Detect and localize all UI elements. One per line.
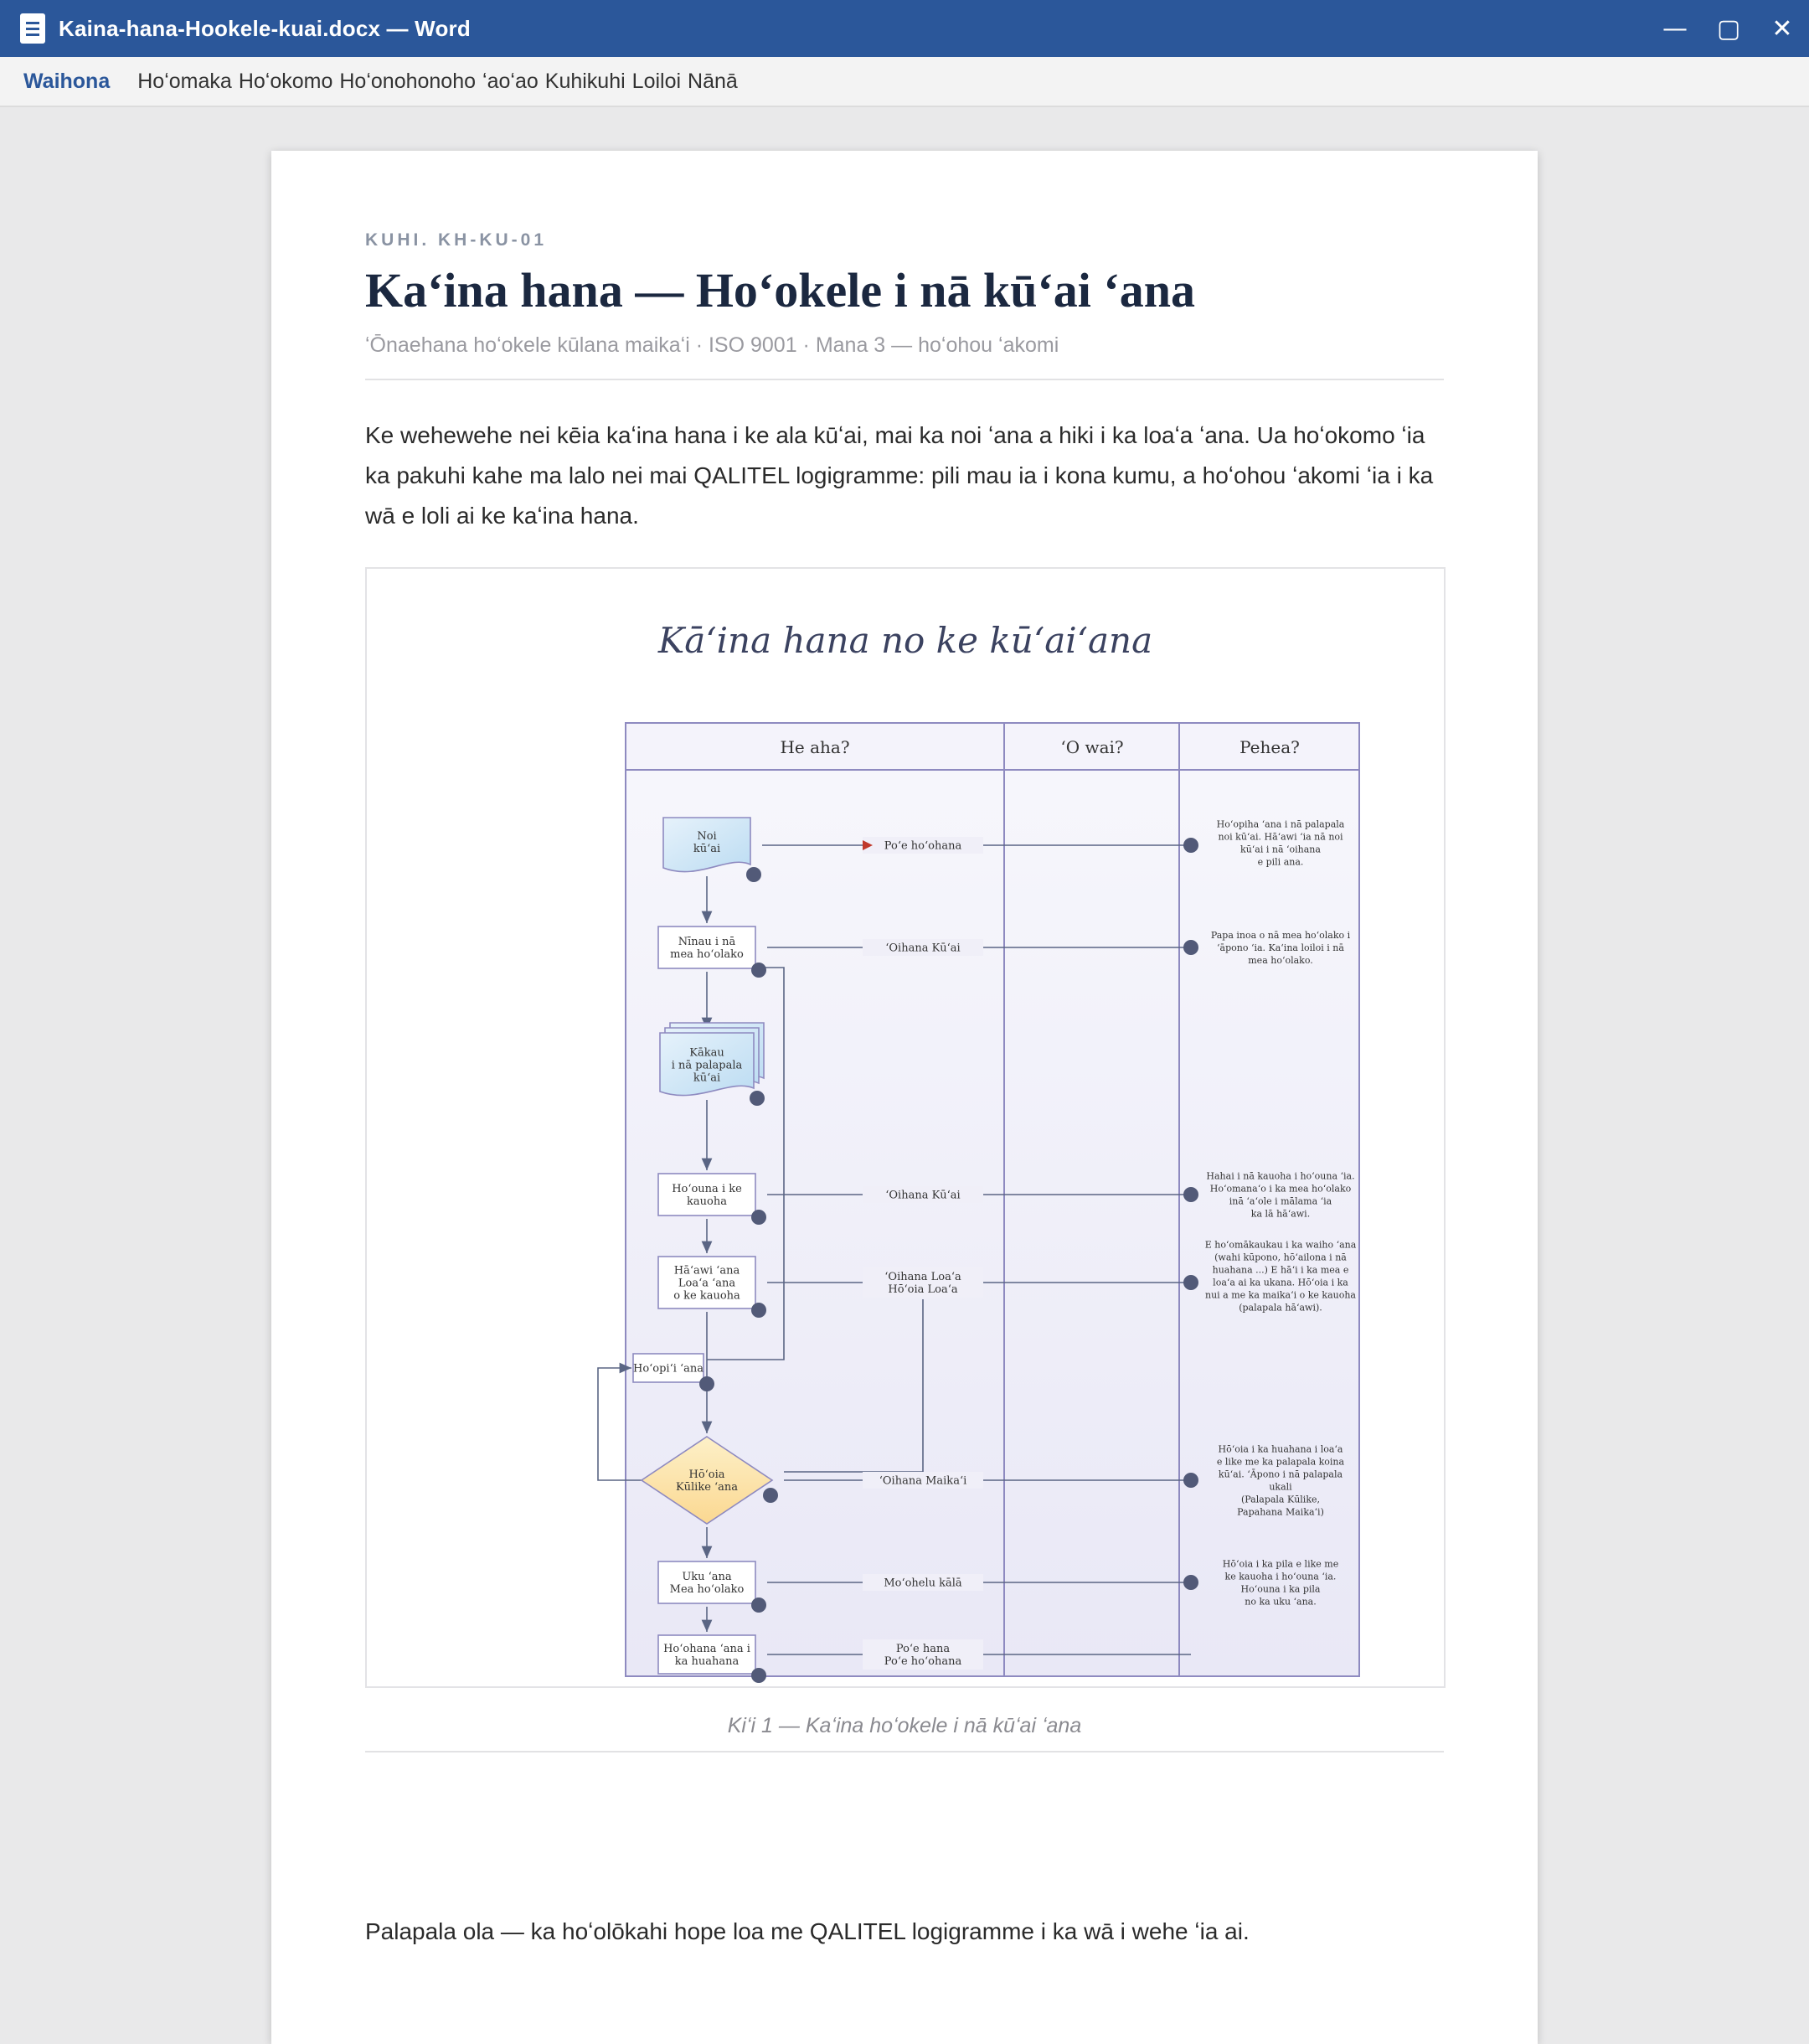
who-label: Poʻe hana bbox=[895, 1643, 951, 1656]
how-note: kūʻai i nā ʻoihana bbox=[1240, 844, 1321, 855]
window-controls bbox=[1648, 0, 1809, 57]
who-label: ʻOihana Kūʻai bbox=[885, 1189, 961, 1202]
who-label: ʻOihana Kūʻai bbox=[885, 942, 961, 955]
how-note: Papahana Maikaʻi) bbox=[1237, 1506, 1324, 1518]
column-header-what: He aha? bbox=[780, 737, 850, 757]
who-label: ʻOihana Maikaʻi bbox=[879, 1474, 967, 1488]
how-note: (Palapala Kūlike, bbox=[1240, 1494, 1321, 1505]
who-label: Hōʻoia Loaʻa bbox=[888, 1283, 958, 1297]
step-label: Hoʻopiʻi ʻana bbox=[632, 1362, 704, 1376]
step-label: Nīnau i nā bbox=[678, 936, 736, 949]
who-label: Poʻe hoʻohana bbox=[884, 839, 962, 853]
who-label: Moʻohelu kālā bbox=[884, 1577, 962, 1590]
menu-references[interactable]: Kuhikuhi bbox=[544, 69, 626, 93]
step-label: Loaʻa ʻana bbox=[678, 1277, 736, 1290]
menu-bar bbox=[0, 57, 1809, 107]
maximize-icon[interactable]: ▢ bbox=[1716, 13, 1741, 44]
how-note: Hahai i nā kauoha i hoʻouna ʻia. bbox=[1206, 1170, 1355, 1182]
footer-note: Palapala ola — ka hoʻolōkahi hope loa me QALITEL logigramme i ka wā i wehe ʻia ai. bbox=[365, 1918, 1250, 1944]
title-bar bbox=[0, 0, 1809, 57]
how-note: Hōʻoia i ka huahana i loaʻa bbox=[1218, 1443, 1343, 1455]
embedded-flowchart[interactable] bbox=[365, 567, 1446, 1688]
column-header-who: ʻO wai? bbox=[1060, 737, 1124, 757]
intro-paragraph: Ke wehewehe nei kēia kaʻina hana i ke ala kūʻai, mai ka noi ʻana a hiki i ka loaʻa ʻana. Ua hoʻokomo ʻia ka pakuhi kahe ma lalo nei mai QALITEL logigramme: pili mau ia i kona kumu, a hoʻohou ʻakomi ʻia i ka wā e loli ai ke kaʻina hana. bbox=[365, 422, 1434, 529]
document-reference: KUHI. KH-KU-01 bbox=[365, 230, 548, 250]
how-dot bbox=[1183, 1575, 1198, 1590]
step-label: Hoʻohana ʻana i bbox=[663, 1643, 750, 1656]
how-note: (palapala hāʻawi). bbox=[1239, 1302, 1322, 1314]
heading-divider bbox=[365, 379, 1444, 380]
step-label: Hoʻouna i ke bbox=[672, 1183, 742, 1196]
how-note: huahana ...) E hāʻi i ka mea e bbox=[1212, 1264, 1349, 1276]
step-label: Uku ʻana bbox=[682, 1571, 732, 1584]
connector-dot bbox=[746, 867, 761, 882]
step-label: kūʻai bbox=[693, 843, 721, 856]
step-label: Noi bbox=[697, 830, 717, 844]
how-note: ka lā hāʻawi. bbox=[1250, 1208, 1311, 1220]
how-note: e pili ana. bbox=[1257, 856, 1304, 868]
connector-dot bbox=[751, 1598, 766, 1613]
how-note: Hoʻomanaʻo i ka mea hoʻolako bbox=[1209, 1183, 1352, 1195]
who-label: ʻOihana Loaʻa bbox=[884, 1271, 961, 1284]
menu-page[interactable]: ʻaoʻao bbox=[482, 69, 539, 93]
figure-caption: Kiʻi 1 — Kaʻina hoʻokele i nā kūʻai ʻana bbox=[727, 1714, 1082, 1737]
how-note: no ka uku ʻana. bbox=[1245, 1596, 1317, 1608]
diagram-title: Kāʻina hana no ke kūʻaiʻana bbox=[657, 620, 1153, 661]
step-label: kūʻai bbox=[693, 1071, 721, 1085]
document-icon bbox=[20, 13, 45, 44]
menu-view[interactable]: Nānā bbox=[688, 69, 738, 93]
menu-home[interactable]: Hoʻomaka bbox=[137, 69, 232, 93]
document-page bbox=[271, 151, 1538, 2044]
how-note: (wahi kūpono, hōʻailona i nā bbox=[1214, 1252, 1347, 1263]
how-note: mea hoʻolako. bbox=[1248, 954, 1313, 966]
step-label: Kūlike ʻana bbox=[675, 1481, 739, 1494]
how-note: E hoʻomākaukau i ka waiho ʻana bbox=[1204, 1239, 1357, 1251]
step-label: o ke kauoha bbox=[673, 1289, 740, 1303]
how-note: Hoʻopiha ʻana i nā palapala bbox=[1216, 818, 1345, 830]
flowchart-canvas bbox=[367, 569, 1444, 1686]
how-note: Hoʻouna i ka pila bbox=[1240, 1583, 1321, 1595]
how-dot bbox=[1183, 1275, 1198, 1290]
connector-dot bbox=[699, 1376, 714, 1391]
menu-layout[interactable]: Hoʻonohonoho bbox=[339, 69, 477, 93]
how-note: noi kūʻai. Hāʻawi ʻia nā noi bbox=[1218, 831, 1343, 843]
how-note: e like me ka palapala koina bbox=[1216, 1456, 1345, 1468]
close-icon[interactable]: ✕ bbox=[1771, 13, 1793, 44]
how-dot bbox=[1183, 940, 1198, 955]
step-label: Mea hoʻolako bbox=[669, 1583, 745, 1597]
connector-dot bbox=[751, 1210, 766, 1225]
menu-review[interactable]: Loiloi bbox=[631, 69, 682, 93]
minimize-icon[interactable]: — bbox=[1662, 13, 1688, 44]
step-label: Kākau bbox=[689, 1046, 724, 1060]
step-label: ka huahana bbox=[674, 1655, 740, 1669]
caption-divider bbox=[365, 1751, 1444, 1752]
document-subtitle: ʻŌnaehana hoʻokele kūlana maikaʻi · ISO 9001 · Mana 3 — hoʻohou ʻakomi bbox=[365, 333, 1059, 357]
step-label: mea hoʻolako bbox=[670, 948, 744, 962]
document-heading: Kaʻina hana — Hoʻokele i nā kūʻai ʻana bbox=[365, 263, 1195, 317]
connector-dot bbox=[751, 963, 766, 978]
connector-dot bbox=[751, 1303, 766, 1318]
how-note: Hōʻoia i ka pila e like me bbox=[1222, 1558, 1339, 1570]
step-label: Hāʻawi ʻana bbox=[673, 1264, 740, 1278]
how-note: ukali bbox=[1269, 1481, 1292, 1493]
window-title: Kaina-hana-Hookele-kuai.docx — Word bbox=[59, 15, 471, 41]
how-note: Papa inoa o nā mea hoʻolako i bbox=[1210, 929, 1351, 941]
who-label: Poʻe hoʻohana bbox=[884, 1655, 962, 1669]
step-label: Hōʻoia bbox=[688, 1468, 725, 1482]
how-note: ʻāpono ʻia. Kaʻina loiloi i nā bbox=[1217, 942, 1344, 953]
step-label: i nā palapala bbox=[671, 1059, 743, 1072]
connector-dot bbox=[750, 1091, 765, 1106]
how-note: kūʻai. ʻĀpono i nā palapala bbox=[1218, 1468, 1343, 1480]
connector-dot bbox=[763, 1488, 778, 1503]
how-note: ke kauoha i hoʻouna ʻia. bbox=[1224, 1571, 1337, 1582]
menu-file[interactable]: Waihona bbox=[23, 69, 111, 93]
how-note: inā ʻaʻole i mālama ʻia bbox=[1229, 1195, 1332, 1207]
how-dot bbox=[1183, 838, 1198, 853]
how-dot bbox=[1183, 1473, 1198, 1488]
step-label: kauoha bbox=[687, 1195, 727, 1209]
how-note: loaʻa ai ka ukana. Hōʻoia i ka bbox=[1213, 1277, 1348, 1288]
how-dot bbox=[1183, 1187, 1198, 1202]
column-header-how: Pehea? bbox=[1240, 737, 1300, 757]
connector-dot bbox=[751, 1668, 766, 1683]
menu-insert[interactable]: Hoʻokomo bbox=[238, 69, 333, 93]
how-note: nui a me ka maikaʻi o ke kauoha bbox=[1204, 1289, 1357, 1301]
